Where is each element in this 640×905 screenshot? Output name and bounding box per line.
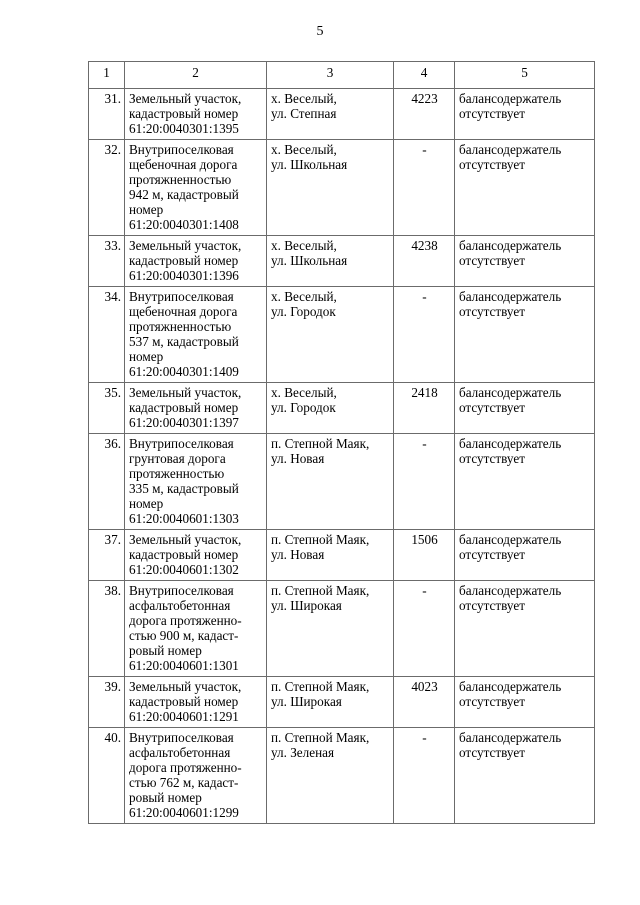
table-row — [89, 434, 595, 530]
header-cell-5: 5 — [455, 62, 595, 89]
object-area: 2418 — [394, 383, 455, 434]
table-row — [89, 728, 595, 824]
object-area: - — [394, 434, 455, 530]
balance-holder: балансодержатель отсутствует — [455, 287, 595, 383]
object-name: Земельный участок, кадастровый номер 61:20:0040601:1291 — [125, 677, 267, 728]
table-row — [89, 287, 595, 383]
row-number: 35. — [89, 383, 125, 434]
object-address: п. Степной Маяк, ул. Новая — [267, 530, 394, 581]
balance-holder: балансодержатель отсутствует — [455, 728, 595, 824]
object-name: Земельный участок, кадастровый номер 61:20:0040301:1397 — [125, 383, 267, 434]
header-cell-2: 2 — [125, 62, 267, 89]
object-address: п. Степной Маяк, ул. Широкая — [267, 677, 394, 728]
registry-table — [88, 61, 595, 824]
object-area: - — [394, 287, 455, 383]
row-number: 31. — [89, 89, 125, 140]
row-number: 39. — [89, 677, 125, 728]
balance-holder: балансодержатель отсутствует — [455, 140, 595, 236]
table-row — [89, 89, 595, 140]
object-area: - — [394, 581, 455, 677]
balance-holder: балансодержатель отсутствует — [455, 677, 595, 728]
table-row — [89, 530, 595, 581]
object-area: 4023 — [394, 677, 455, 728]
table-row — [89, 236, 595, 287]
object-area: 4223 — [394, 89, 455, 140]
object-area: - — [394, 728, 455, 824]
object-address: х. Веселый, ул. Степная — [267, 89, 394, 140]
object-name: Земельный участок, кадастровый номер 61:20:0040601:1302 — [125, 530, 267, 581]
object-address: х. Веселый, ул. Школьная — [267, 236, 394, 287]
balance-holder: балансодержатель отсутствует — [455, 383, 595, 434]
balance-holder: балансодержатель отсутствует — [455, 434, 595, 530]
object-area: 4238 — [394, 236, 455, 287]
header-cell-3: 3 — [267, 62, 394, 89]
row-number: 34. — [89, 287, 125, 383]
object-name: Внутрипоселковая щебеночная дорога протяжнeнностью 537 м, кадастровый номер 61:20:0040301:1409 — [125, 287, 267, 383]
object-name: Внутрипоселковая грунтовая дорога протяжeнностью 335 м, кадастровый номер 61:20:0040601:1303 — [125, 434, 267, 530]
table-row — [89, 581, 595, 677]
object-address: п. Степной Маяк, ул. Новая — [267, 434, 394, 530]
object-address: х. Веселый, ул. Городок — [267, 287, 394, 383]
balance-holder: балансодержатель отсутствует — [455, 530, 595, 581]
row-number: 32. — [89, 140, 125, 236]
row-number: 33. — [89, 236, 125, 287]
object-area: - — [394, 140, 455, 236]
object-address: п. Степной Маяк, ул. Широкая — [267, 581, 394, 677]
row-number: 36. — [89, 434, 125, 530]
table-row — [89, 677, 595, 728]
object-name: Земельный участок, кадастровый номер 61:20:0040301:1395 — [125, 89, 267, 140]
balance-holder: балансодержатель отсутствует — [455, 236, 595, 287]
header-cell-4: 4 — [394, 62, 455, 89]
balance-holder: балансодержатель отсутствует — [455, 581, 595, 677]
header-row — [89, 62, 595, 89]
object-address: х. Веселый, ул. Городок — [267, 383, 394, 434]
row-number: 37. — [89, 530, 125, 581]
table-row — [89, 383, 595, 434]
table-row — [89, 140, 595, 236]
object-name: Внутрипоселковая щебеночная дорога протяжнeнностью 942 м, кадастровый номер 61:20:0040301:1408 — [125, 140, 267, 236]
header-cell-1: 1 — [89, 62, 125, 89]
object-name: Внутрипоселковая асфальтобетонная дорога протяженно- стью 762 м, кадаст- ровый номер 61:20:0040601:1299 — [125, 728, 267, 824]
page-number: 5 — [316, 24, 324, 39]
row-number: 40. — [89, 728, 125, 824]
object-name: Земельный участок, кадастровый номер 61:20:0040301:1396 — [125, 236, 267, 287]
balance-holder: балансодержатель отсутствует — [455, 89, 595, 140]
object-address: п. Степной Маяк, ул. Зеленая — [267, 728, 394, 824]
object-name: Внутрипоселковая асфальтобетонная дорога протяженно- стью 900 м, кадаст- ровый номер 61:20:0040601:1301 — [125, 581, 267, 677]
row-number: 38. — [89, 581, 125, 677]
object-address: х. Веселый, ул. Школьная — [267, 140, 394, 236]
object-area: 1506 — [394, 530, 455, 581]
